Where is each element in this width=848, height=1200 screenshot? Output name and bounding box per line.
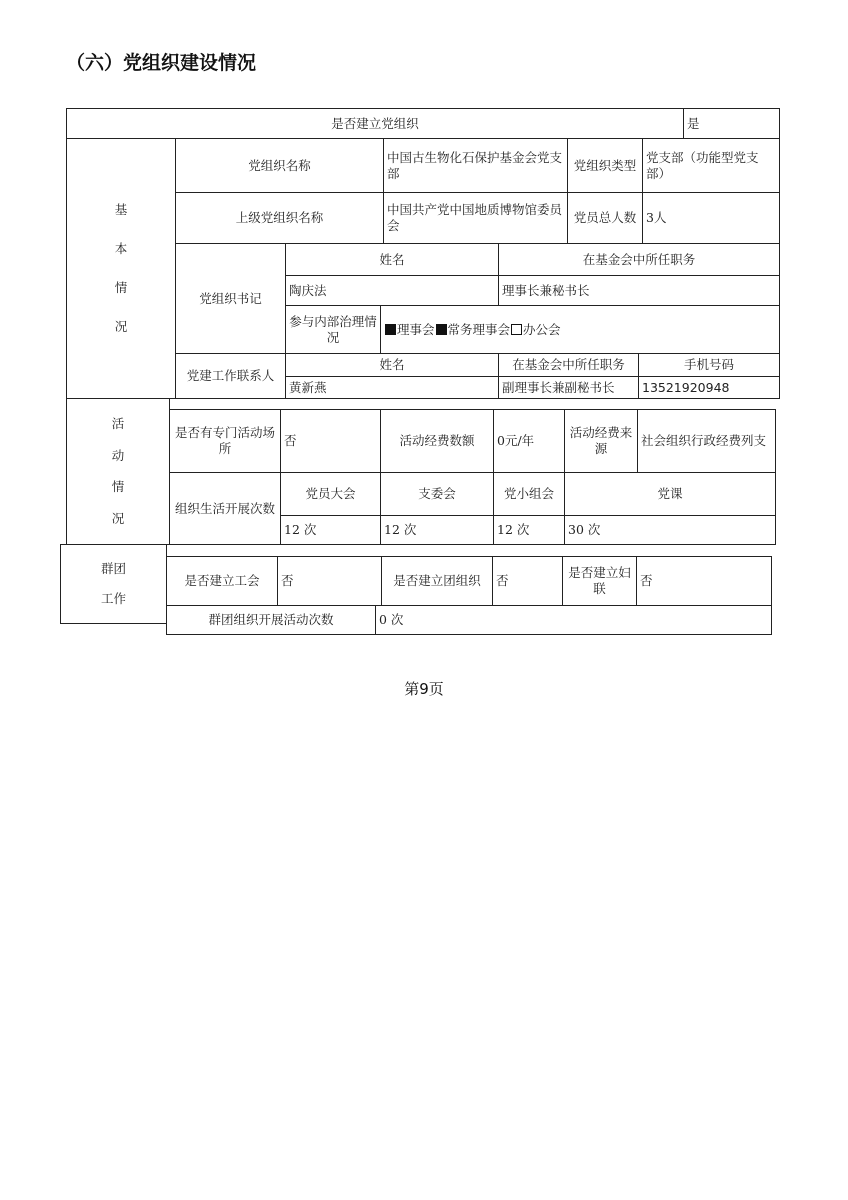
checked-box-icon <box>436 324 447 335</box>
secretary-position-header: 在基金会中所任职务 <box>498 243 780 276</box>
org-life-val-1: 12 次 <box>280 515 381 545</box>
union-label: 是否建立工会 <box>166 556 278 606</box>
org-life-col-1: 党员大会 <box>280 472 381 516</box>
funds-source-value: 社会组织行政经费列支 <box>637 409 776 473</box>
union-value: 否 <box>277 556 382 606</box>
contact-position-header: 在基金会中所任职务 <box>498 353 639 377</box>
women-label: 是否建立妇联 <box>562 556 637 606</box>
secretary-name-header: 姓名 <box>285 243 499 276</box>
secretary-position: 理事长兼秘书长 <box>498 275 780 306</box>
contact-name: 黄新燕 <box>285 376 499 399</box>
funds-source-label: 活动经费来源 <box>564 409 638 473</box>
unchecked-box-icon <box>511 324 522 335</box>
funds-value: 0元/年 <box>493 409 565 473</box>
org-life-col-3: 党小组会 <box>493 472 565 516</box>
org-life-label: 组织生活开展次数 <box>169 472 281 545</box>
parent-org-label: 上级党组织名称 <box>175 192 384 244</box>
page-number: 第9页 <box>404 680 444 698</box>
youth-label: 是否建立团组织 <box>381 556 493 606</box>
secretary-name: 陶庆法 <box>285 275 499 306</box>
activity-section-label: 活 动 情 况 <box>66 398 170 545</box>
section-title: （六）党组织建设情况 <box>66 52 257 74</box>
established-value-cell <box>683 108 780 139</box>
venue-value: 否 <box>280 409 381 473</box>
org-name-value: 中国古生物化石保护基金会党支部 <box>383 138 568 193</box>
contact-phone: 13521920948 <box>638 376 780 399</box>
phone-header: 手机号码 <box>638 353 780 377</box>
women-value: 否 <box>636 556 772 606</box>
parent-org-value: 中国共产党中国地质博物馆委员会 <box>383 192 568 244</box>
funds-label: 活动经费数额 <box>380 409 494 473</box>
org-name-label: 党组织名称 <box>175 138 384 193</box>
member-count-label: 党员总人数 <box>567 192 643 244</box>
group-activities-value: 0 次 <box>375 605 772 635</box>
org-life-val-2: 12 次 <box>380 515 494 545</box>
governance-options: 理事会 常务理事会 办公会 <box>380 305 780 354</box>
established-label: 是否建立党组织 <box>331 115 419 131</box>
org-type-label: 党组织类型 <box>567 138 643 193</box>
contact-label: 党建工作联系人 <box>175 353 286 399</box>
venue-label: 是否有专门活动场所 <box>169 409 281 473</box>
group-section-label: 群团 工作 <box>60 544 167 624</box>
contact-name-header: 姓名 <box>285 353 499 377</box>
org-life-col-2: 支委会 <box>380 472 494 516</box>
established-value: 是 <box>687 115 700 131</box>
org-life-val-4: 30 次 <box>564 515 776 545</box>
group-activities-label: 群团组织开展活动次数 <box>166 605 376 635</box>
org-life-col-4: 党课 <box>564 472 776 516</box>
contact-position: 副理事长兼副秘书长 <box>498 376 639 399</box>
checked-box-icon <box>385 324 396 335</box>
governance-label: 参与内部治理情况 <box>285 305 381 354</box>
org-life-val-3: 12 次 <box>493 515 565 545</box>
established-label-cell <box>66 108 684 139</box>
youth-value: 否 <box>492 556 563 606</box>
secretary-label: 党组织书记 <box>175 243 286 354</box>
basic-section-label: 基 本 情 况 <box>66 138 176 399</box>
org-type-value: 党支部（功能型党支部） <box>642 138 780 193</box>
member-count-value: 3人 <box>642 192 780 244</box>
